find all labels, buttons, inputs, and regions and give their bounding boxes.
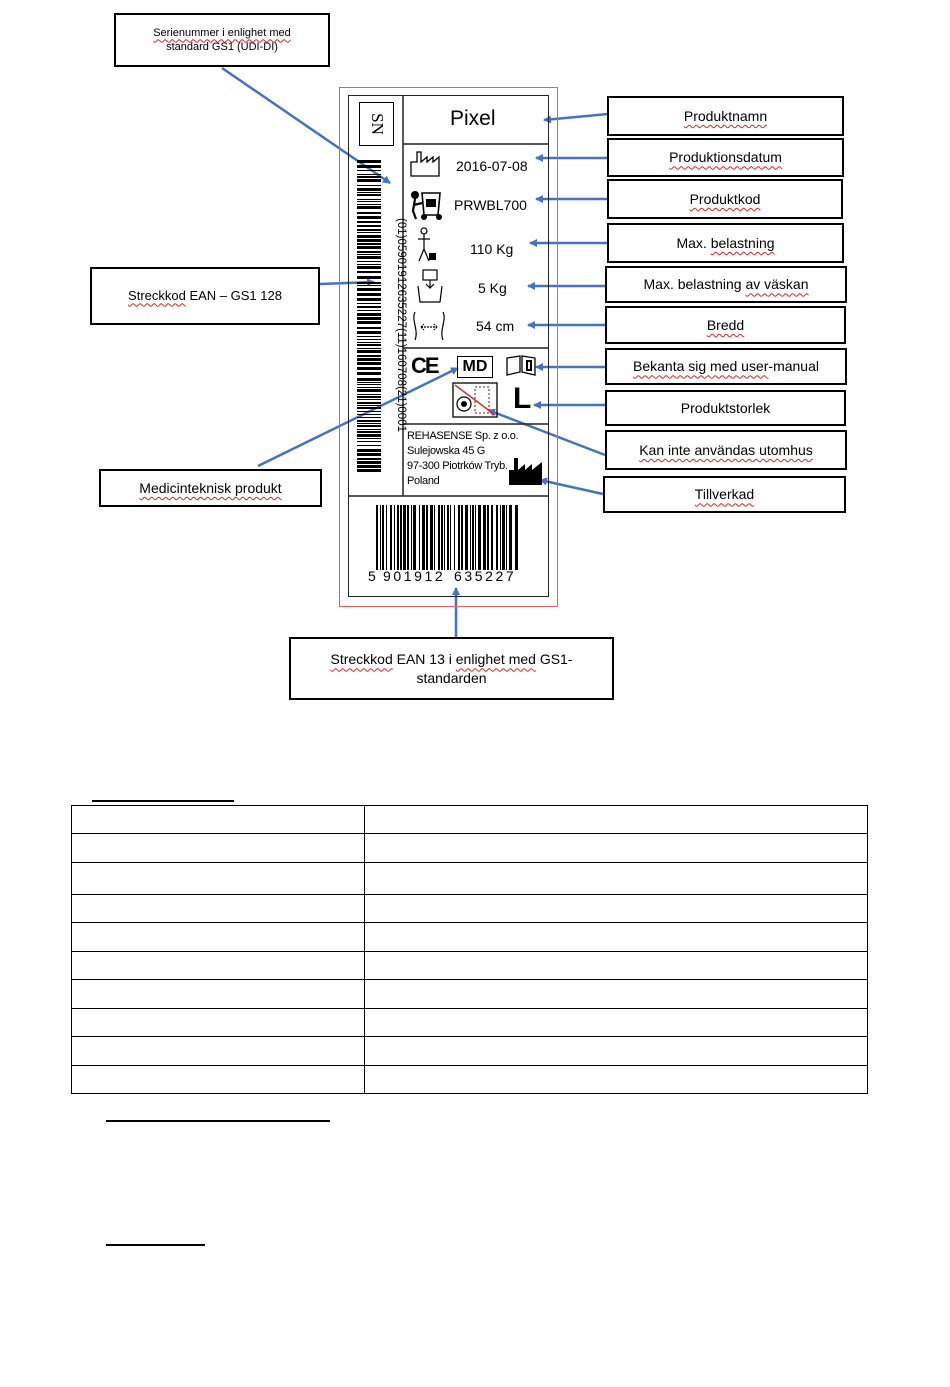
barcode-bar <box>357 285 381 286</box>
barcode-bar <box>390 505 392 570</box>
manufacturer-factory-icon <box>508 456 544 486</box>
barcode-bar <box>357 313 381 316</box>
callout-ean13-word: Streckkod <box>330 651 393 668</box>
callout-production-date-text: Produktionsdatum <box>669 149 782 166</box>
table-row <box>72 923 868 952</box>
barcode-bar <box>357 434 381 437</box>
max-load: 110 Kg <box>470 241 514 257</box>
barcode-bar <box>357 185 381 186</box>
heading-underline-2 <box>106 1120 330 1122</box>
barcode-bar <box>413 505 416 570</box>
barcode-bar <box>357 414 381 415</box>
table-cell-value <box>365 923 868 952</box>
barcode-bar <box>357 394 381 395</box>
barcode-bar <box>403 505 406 570</box>
barcode-bar <box>357 449 381 452</box>
table-cell-label <box>72 863 365 895</box>
barcode-bar <box>357 256 381 259</box>
gs1-128-barcode <box>357 160 381 472</box>
callout-barcode-gs1-rest: EAN – GS1 128 <box>185 287 282 303</box>
barcode-bar <box>357 425 381 427</box>
barcode-bar <box>357 235 381 238</box>
barcode-bar <box>357 225 381 227</box>
barcode-bar <box>357 445 381 446</box>
serial-number-symbol <box>359 102 394 146</box>
barcode-bar <box>357 350 381 353</box>
barcode-bar <box>454 505 455 570</box>
barcode-bar <box>458 505 460 570</box>
ean13-left-digits: 901912 <box>383 568 446 584</box>
barcode-bar <box>357 310 381 311</box>
barcode-bar <box>357 344 381 346</box>
barcode-bar <box>376 505 378 570</box>
barcode-bar <box>447 505 449 570</box>
callout-ean13-line2: standarden <box>416 669 487 686</box>
callout-serial-line2: standard GS1 (UDI-DI) <box>166 41 278 53</box>
barcode-bar <box>357 298 381 301</box>
table-cell-label <box>72 834 365 863</box>
callout-serial-line1: Serienummer i enlighet med <box>153 26 291 39</box>
barcode-bar <box>357 399 381 400</box>
barcode-bar <box>509 505 512 570</box>
barcode-bar <box>397 505 399 570</box>
rollator-icon <box>408 187 446 221</box>
table-cell-label <box>72 923 365 952</box>
barcode-bar <box>357 201 381 202</box>
barcode-bar <box>438 505 440 570</box>
table-cell-value <box>365 1066 868 1094</box>
barcode-bar <box>357 441 381 442</box>
callout-product-name <box>607 96 844 136</box>
barcode-bar <box>357 271 381 273</box>
barcode-bar <box>472 505 474 570</box>
barcode-bar <box>357 389 381 392</box>
callout-outdoor-text: Kan inte användas utomhus <box>639 441 813 458</box>
barcode-bar <box>380 505 381 570</box>
table-cell-label <box>72 980 365 1009</box>
table-row <box>72 1009 868 1037</box>
barcode-bar <box>422 505 425 570</box>
table-cell-label <box>72 1009 365 1037</box>
callout-medical-text: Medicinteknisk produkt <box>139 479 282 496</box>
barcode-bar <box>357 367 381 370</box>
barcode-bar <box>496 505 498 570</box>
product-code: PRWBL700 <box>454 197 527 213</box>
callout-max-load <box>607 223 844 263</box>
barcode-bar <box>483 505 486 570</box>
table-cell-label <box>72 1037 365 1066</box>
callout-width-text: Bredd <box>706 316 745 333</box>
barcode-bar <box>357 407 381 409</box>
callout-manufactured <box>603 476 846 513</box>
callout-user-manual <box>605 348 847 385</box>
callout-ean13-rest: GS1- <box>535 651 573 668</box>
callout-max-bag-load-pre: Max. belastning <box>643 276 746 293</box>
barcode-bar <box>357 387 381 388</box>
barcode-bar <box>400 505 402 570</box>
barcode-bar <box>465 505 468 570</box>
manufacturer-address <box>407 429 518 489</box>
manufacturer-line1: REHASENSE Sp. z o.o. <box>407 430 519 442</box>
table-row <box>72 834 868 863</box>
callout-max-bag-load-word: av väskan <box>745 276 809 293</box>
barcode-bar <box>357 192 381 193</box>
barcode-bar <box>357 417 381 418</box>
barcode-bar <box>357 423 381 424</box>
product-size: L <box>513 382 532 415</box>
barcode-bar <box>357 303 381 304</box>
callout-ean13-mid: EAN 13 i <box>392 651 456 668</box>
callout-product-code <box>607 179 843 219</box>
barcode-bar <box>357 239 381 242</box>
barcode-bar <box>502 505 505 570</box>
no-outdoor-use-icon <box>452 382 498 418</box>
barcode-bar <box>357 254 381 255</box>
max-load-person-icon <box>414 227 438 265</box>
width: 54 cm <box>476 318 515 334</box>
table-cell-label <box>72 952 365 980</box>
callout-barcode-gs1 <box>90 267 320 325</box>
barcode-bar <box>357 438 381 439</box>
ce-mark: CE <box>411 353 438 378</box>
table-cell-value <box>365 895 868 923</box>
barcode-bar <box>357 429 381 430</box>
barcode-bar <box>357 276 381 279</box>
gs1-128-human-readable <box>393 195 409 455</box>
manufacturer-line3: 97-300 Piotrków Tryb. <box>407 460 508 472</box>
barcode-bar <box>515 505 518 570</box>
barcode-bar <box>357 251 381 253</box>
barcode-bar <box>357 165 381 168</box>
barcode-bar <box>506 505 507 570</box>
barcode-bar <box>357 327 381 329</box>
callout-ean13 <box>289 637 614 700</box>
manufacturer-line4: Poland <box>407 475 440 487</box>
barcode-bar <box>357 179 381 182</box>
barcode-bar <box>357 378 381 381</box>
barcode-bar <box>419 505 420 570</box>
callout-not-outdoor <box>605 430 847 470</box>
barcode-bar <box>357 204 381 205</box>
barcode-bar <box>357 384 381 385</box>
barcode-bar <box>430 505 433 570</box>
callout-size-text: Produktstorlek <box>680 399 771 416</box>
table-row <box>72 1066 868 1094</box>
table-cell-value <box>365 863 868 895</box>
barcode-bar <box>487 505 489 570</box>
table-cell-value <box>365 980 868 1009</box>
barcode-bar <box>357 243 381 245</box>
barcode-bar <box>357 321 381 324</box>
barcode-bar <box>411 505 412 570</box>
table-row <box>72 806 868 834</box>
barcode-bar <box>357 264 381 265</box>
callout-manufactured-text: Tillverkad <box>694 486 755 503</box>
barcode-bar <box>461 505 463 570</box>
barcode-bar <box>357 293 381 296</box>
barcode-bar <box>357 221 381 223</box>
table-cell-value <box>365 1009 868 1037</box>
barcode-bar <box>357 458 381 460</box>
md-mark-text: MD <box>462 358 488 375</box>
callout-product-size <box>605 390 846 426</box>
barcode-bar <box>357 199 381 200</box>
barcode-bar <box>357 342 381 343</box>
table-cell-label <box>72 895 365 923</box>
table-cell-value <box>365 1037 868 1066</box>
barcode-bar <box>357 232 381 233</box>
barcode-bar <box>450 505 451 570</box>
barcode-bar <box>357 396 381 398</box>
callout-barcode-gs1-word: Streckkod <box>128 287 186 303</box>
barcode-bar <box>357 194 381 196</box>
production-date: 2016-07-08 <box>456 158 528 174</box>
callout-manual-rest: -manual <box>768 358 819 375</box>
product-name: Pixel <box>450 107 496 130</box>
table-cell-value <box>365 834 868 863</box>
callout-production-date <box>607 138 844 177</box>
barcode-bar <box>475 505 476 570</box>
heading-underline-1 <box>92 800 234 802</box>
barcode-bar <box>470 505 471 570</box>
barcode-bar <box>357 358 381 361</box>
barcode-bar <box>357 206 381 209</box>
width-icon <box>409 310 449 342</box>
barcode-bar <box>357 461 381 464</box>
barcode-bar <box>357 355 381 357</box>
barcode-bar <box>426 505 428 570</box>
barcode-bar <box>357 174 381 175</box>
callout-width <box>605 306 846 344</box>
barcode-bar <box>407 505 409 570</box>
barcode-bar <box>357 266 381 269</box>
barcode-bar <box>357 362 381 365</box>
callout-manual-word: Bekanta sig med user <box>633 358 769 375</box>
ean13-barcode <box>376 505 522 570</box>
bag-load-icon <box>416 268 444 304</box>
barcode-bar <box>357 420 381 422</box>
barcode-bar <box>357 176 381 178</box>
barcode-bar <box>357 336 381 337</box>
barcode-bar <box>357 282 381 284</box>
callout-product-name-text: Produktnamn <box>683 107 768 124</box>
specification-table <box>71 805 868 1094</box>
callout-medical-device <box>99 469 322 507</box>
barcode-bar <box>357 469 381 472</box>
barcode-bar <box>357 382 381 383</box>
barcode-bar <box>382 505 384 570</box>
callout-serial-number <box>114 13 330 67</box>
ean13-lead-digit: 5 <box>368 568 376 584</box>
barcode-bar <box>357 160 381 163</box>
table-cell-value <box>365 952 868 980</box>
barcode-bar <box>357 331 381 334</box>
callout-max-bag-load <box>605 266 847 303</box>
table-cell-value <box>365 806 868 834</box>
barcode-bar <box>478 505 481 570</box>
barcode-bar <box>441 505 443 570</box>
table-row <box>72 863 868 895</box>
md-mark <box>457 356 493 378</box>
barcode-bar <box>357 339 381 340</box>
table-cell-label <box>72 806 365 834</box>
barcode-bar <box>434 505 435 570</box>
barcode-bar <box>357 170 381 171</box>
barcode-bar <box>491 505 493 570</box>
barcode-bar <box>357 348 381 349</box>
barcode-bar <box>386 505 387 570</box>
sn-symbol-text: SN <box>367 113 387 135</box>
max-bag-load: 5 Kg <box>478 280 507 296</box>
table-row <box>72 895 868 923</box>
barcode-bar <box>357 246 381 249</box>
table-row <box>72 952 868 980</box>
factory-outline-icon <box>409 148 445 178</box>
barcode-bar <box>357 372 381 375</box>
heading-underline-3 <box>106 1244 205 1246</box>
barcode-bar <box>394 505 395 570</box>
manufacturer-line2: Sulejowska 45 G <box>407 445 486 457</box>
barcode-bar <box>357 431 381 433</box>
barcode-bar <box>357 402 381 404</box>
barcode-bar <box>357 465 381 468</box>
vertical-code-text: (01)05901912635227(11)160708(21)0001 <box>395 218 407 432</box>
barcode-bar <box>444 505 445 570</box>
barcode-bar <box>500 505 501 570</box>
barcode-bar <box>357 453 381 456</box>
barcode-bar <box>357 229 381 231</box>
callout-max-load-word: belastning <box>710 234 775 251</box>
callout-max-load-pre: Max. <box>676 234 711 251</box>
table-cell-label <box>72 1066 365 1094</box>
barcode-bar <box>357 411 381 412</box>
barcode-bar <box>357 216 381 219</box>
barcode-bar <box>357 317 381 320</box>
callout-product-code-text: Produktkod <box>689 190 761 207</box>
table-row <box>72 1037 868 1066</box>
barcode-bar <box>357 288 381 291</box>
barcode-bar <box>357 306 381 308</box>
barcode-bar <box>357 405 381 406</box>
callout-ean13-phrase: enlighet med <box>455 651 536 668</box>
barcode-bar <box>357 188 381 191</box>
barcode-bar <box>357 261 381 262</box>
barcode-bar <box>357 212 381 214</box>
table-row <box>72 980 868 1009</box>
ean13-right-digits: 635227 <box>454 568 517 584</box>
user-manual-icon <box>505 355 537 377</box>
